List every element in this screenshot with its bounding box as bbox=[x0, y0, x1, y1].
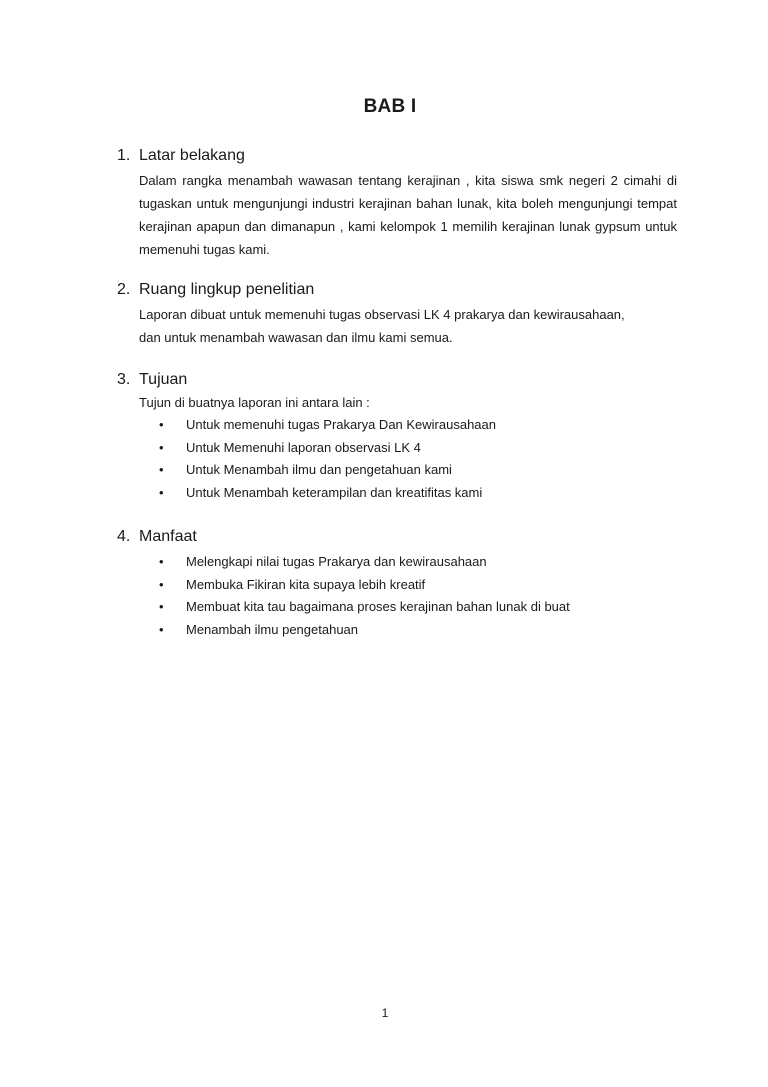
list-item-text: Melengkapi nilai tugas Prakarya dan kewirausahaan bbox=[186, 554, 487, 569]
section-number: 4. bbox=[117, 528, 131, 545]
list-item bbox=[159, 414, 677, 437]
bullet-list bbox=[159, 551, 677, 641]
section-paragraph bbox=[139, 303, 677, 349]
section-heading bbox=[117, 280, 677, 302]
section-heading bbox=[117, 370, 677, 392]
bullet-icon: • bbox=[159, 462, 164, 477]
section-ruang-lingkup bbox=[117, 280, 677, 349]
bullet-icon: • bbox=[159, 554, 164, 569]
section-latar-belakang bbox=[117, 146, 677, 261]
bullet-icon: • bbox=[159, 484, 164, 500]
bullet-icon: • bbox=[159, 439, 164, 455]
page-number: 1 bbox=[381, 1006, 389, 1020]
section-number: 1. bbox=[117, 147, 131, 164]
list-item-text: Membuka Fikiran kita supaya lebih kreatif bbox=[186, 576, 426, 592]
section-title: Tujuan bbox=[139, 371, 188, 388]
paragraph-line: dan untuk menambah wawasan dan ilmu kami semua. bbox=[139, 330, 453, 345]
chapter-title: BAB I bbox=[363, 96, 417, 117]
section-number: 2. bbox=[117, 281, 131, 298]
section-title: Ruang lingkup penelitian bbox=[139, 281, 315, 298]
list-item-text: Membuat kita tau bagaimana proses kerajinan bahan lunak di buat bbox=[186, 599, 570, 614]
list-item-text: Menambah ilmu pengetahuan bbox=[186, 621, 359, 637]
bullet-icon: • bbox=[159, 599, 164, 614]
list-item bbox=[159, 596, 677, 619]
section-heading bbox=[117, 527, 677, 549]
section-title: Manfaat bbox=[139, 528, 197, 545]
section-tujuan bbox=[117, 370, 677, 504]
list-item-text: Untuk memenuhi tugas Prakarya Dan Kewirausahaan bbox=[186, 417, 497, 432]
section-title: Latar belakang bbox=[139, 147, 245, 164]
section-paragraph: Dalam rangka menambah wawasan tentang kerajinan , kita siswa smk negeri 2 cimahi di tugaskan untuk mengunjungi industri kerajinan bahan lunak, kita boleh mengunjungi tempat kerajinan apapun dan dimanapun , kami kelompok 1 memilih kerajinan lunak gypsum untuk memenuhi tugas kami. bbox=[139, 173, 677, 257]
paragraph-line: Laporan dibuat untuk memenuhi tugas observasi LK 4 prakarya dan kewirausahaan, bbox=[139, 307, 625, 322]
list-item bbox=[159, 437, 677, 460]
bullet-icon: • bbox=[159, 417, 164, 432]
bullet-icon: • bbox=[159, 576, 164, 592]
section-heading bbox=[117, 146, 677, 168]
list-item bbox=[159, 551, 677, 574]
list-item-text: Untuk Menambah keterampilan dan kreatifitas kami bbox=[186, 484, 483, 500]
section-intro: Tujun di buatnya laporan ini antara lain : bbox=[139, 395, 370, 410]
list-item-text: Untuk Menambah ilmu dan pengetahuan kami bbox=[186, 462, 452, 477]
list-item bbox=[159, 482, 677, 505]
list-item bbox=[159, 459, 677, 482]
list-item bbox=[159, 574, 677, 597]
bullet-icon: • bbox=[159, 621, 164, 637]
list-item bbox=[159, 619, 677, 642]
list-item-text: Untuk Memenuhi laporan observasi LK 4 bbox=[186, 439, 421, 455]
section-number: 3. bbox=[117, 371, 131, 388]
bullet-list bbox=[159, 414, 677, 504]
section-manfaat bbox=[117, 527, 677, 641]
